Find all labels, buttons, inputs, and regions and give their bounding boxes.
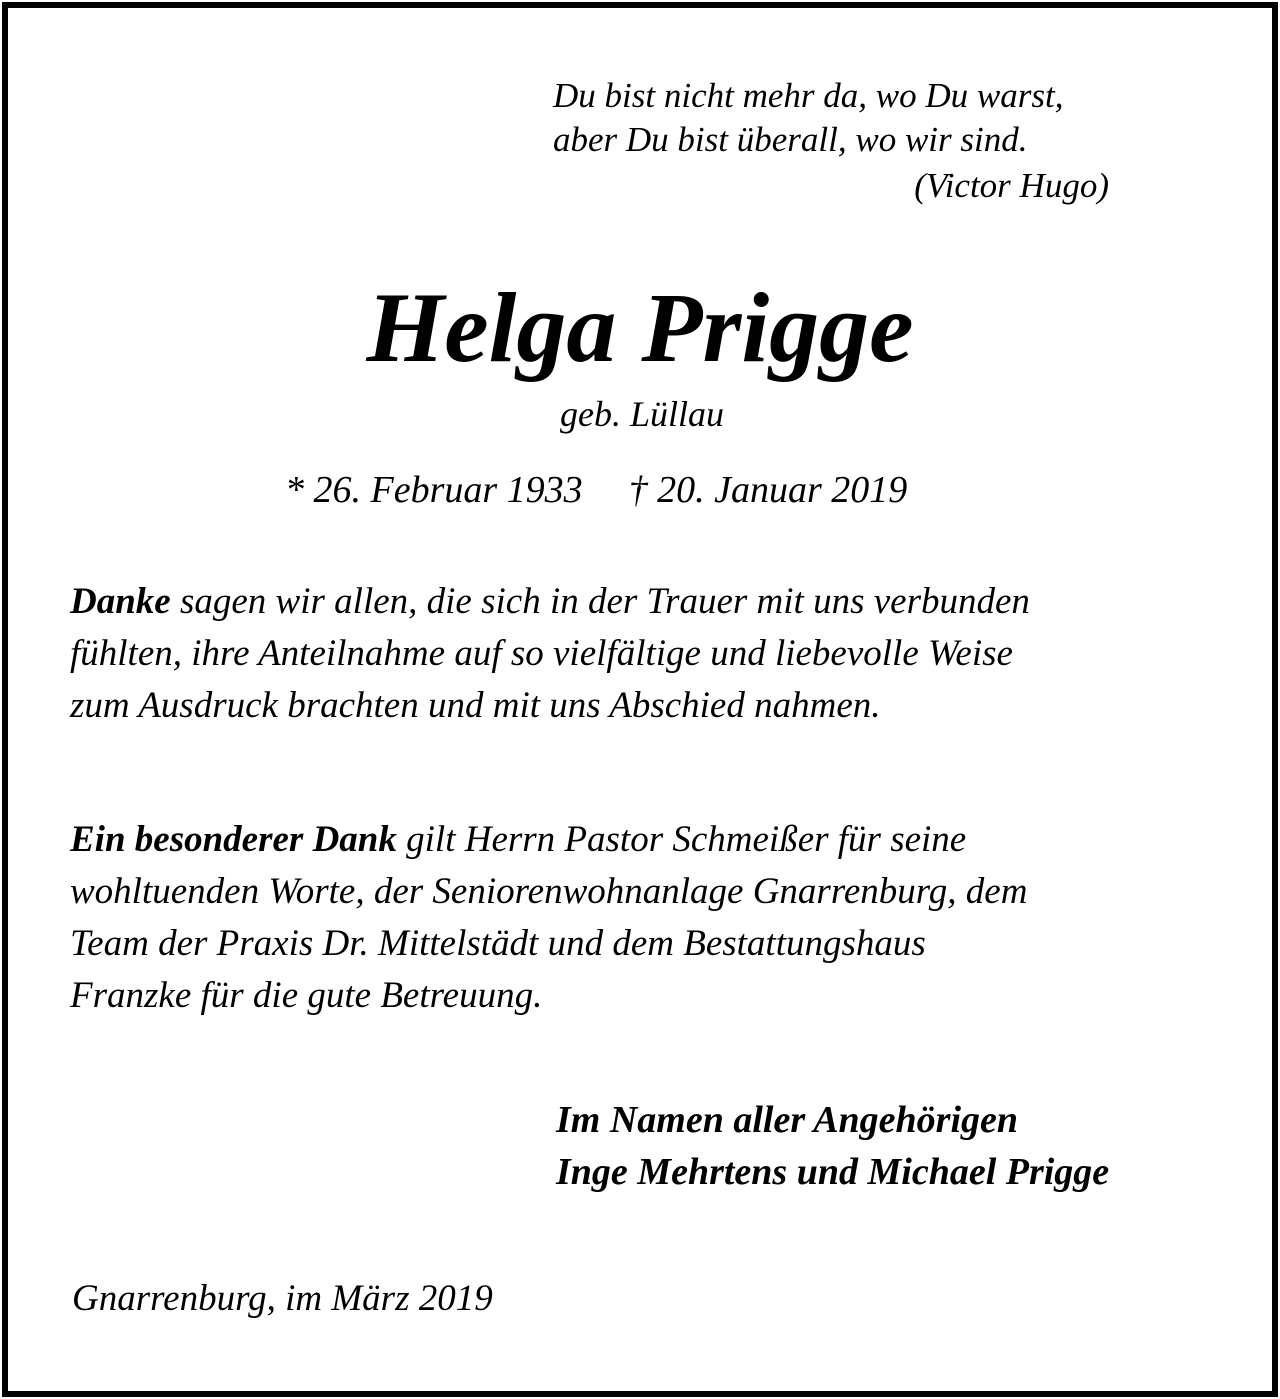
quote-line-1: Du bist nicht mehr da, wo Du warst, <box>553 76 1064 115</box>
family-signature <box>556 1094 1109 1198</box>
thanks-paragraph-line-2: fühlten, ihre Anteilnahme auf so vielfältige und liebevolle Weise <box>70 633 1013 674</box>
death-date: † 20. Januar 2019 <box>628 469 908 511</box>
quote-line-2: aber Du bist überall, wo wir sind. <box>553 120 1028 159</box>
thanks-paragraph-line-3: zum Ausdruck brachten und mit uns Abschied nahmen. <box>70 685 881 726</box>
epigraph-quote <box>553 74 1153 210</box>
special-thanks-line-2: wohltuenden Worte, der Seniorenwohnanlage Gnarrenburg, dem <box>70 871 1028 912</box>
quote-author: (Victor Hugo) <box>914 166 1109 205</box>
special-thanks-line-3: Team der Praxis Dr. Mittelstädt und dem Bestattungshaus <box>70 923 926 964</box>
special-thanks-line-4: Franzke für die gute Betreuung. <box>70 975 543 1016</box>
special-thanks-paragraph <box>70 814 1230 1022</box>
place-and-date: Gnarrenburg, im März 2019 <box>72 1278 493 1319</box>
thanks-line-1-text: sagen wir allen, die sich in der Trauer mit uns verbunden <box>170 581 1030 622</box>
special-thanks-line-1-text: gilt Herrn Pastor Schmeißer für seine <box>396 819 967 860</box>
special-thanks-lead: Ein besonderer Dank <box>70 819 397 860</box>
deceased-name: Helga Prigge <box>366 272 914 383</box>
thanks-paragraph <box>70 576 1230 732</box>
signature-line-1: Im Namen aller Angehörigen <box>556 1099 1019 1141</box>
thanks-lead: Danke <box>70 581 171 622</box>
special-thanks-line-1 <box>70 814 1230 866</box>
thanks-paragraph-line-1 <box>70 576 1230 628</box>
signature-line-2: Inge Mehrtens und Michael Prigge <box>556 1151 1110 1193</box>
birth-date: * 26. Februar 1933 <box>285 469 583 511</box>
life-dates <box>285 466 1045 514</box>
maiden-name: geb. Lüllau <box>559 394 724 434</box>
